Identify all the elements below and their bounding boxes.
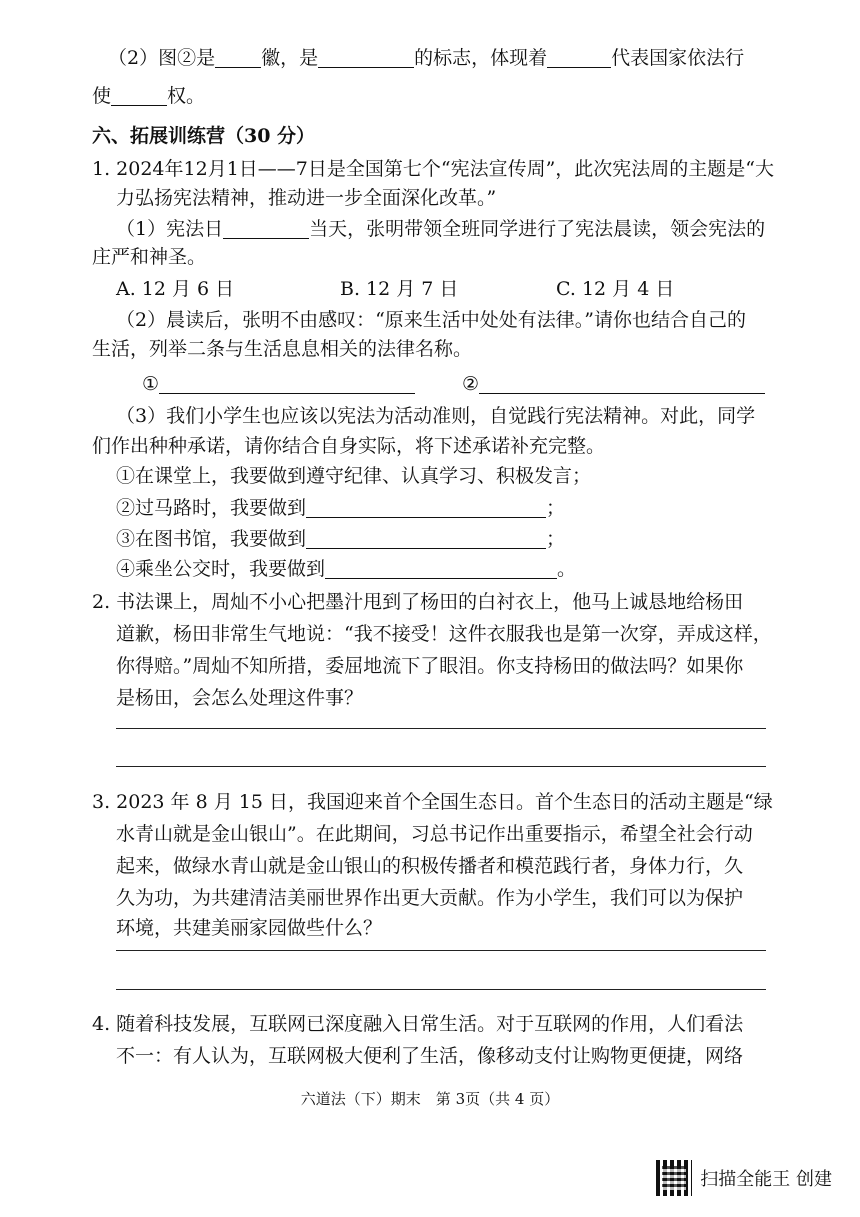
text: 使 — [92, 85, 112, 107]
q4-line1: 4. 随着科技发展，互联网已深度融入日常生活。对于互联网的作用，人们看法 — [92, 1013, 744, 1035]
text: 权。 — [167, 85, 206, 107]
answer-blank[interactable] — [325, 556, 557, 579]
answer-line[interactable] — [116, 950, 766, 951]
blank-label: ② — [462, 373, 480, 395]
scanner-watermark — [656, 1160, 832, 1196]
promise-1: ①在课堂上，我要做到遵守纪律、认真学习、积极发言； — [116, 465, 592, 487]
q1-line1: 1. 2024年12月1日——7日是全国第七个“宪法宣传周”，此次宪法周的主题是“大 — [92, 158, 775, 180]
law-answer-2[interactable] — [479, 371, 765, 394]
text: （1）宪法日 — [116, 218, 224, 240]
law-answer-1[interactable] — [159, 371, 415, 394]
text: （2）图②是 — [108, 47, 216, 69]
answer-blank[interactable] — [547, 45, 611, 68]
q1-part3-line2: 们作出种种承诺，请你结合自身实际，将下述承诺补充完整。 — [92, 435, 606, 457]
q1-part3-line1: （3）我们小学生也应该以宪法为活动准则，自觉践行宪法精神。对此，同学 — [116, 405, 756, 427]
q-prev-part2-line1 — [108, 44, 744, 72]
text: ④乘坐公交时，我要做到 — [116, 558, 326, 580]
answer-blank[interactable] — [306, 495, 546, 518]
q1-part2-line2: 生活，列举二条与生活息息相关的法律名称。 — [92, 338, 473, 360]
text: ； — [546, 528, 566, 550]
page-footer: 六道法（下）期末 第 3页（共 4 页） — [300, 1090, 560, 1108]
q1-part1-line2: 庄严和神圣。 — [92, 246, 207, 268]
answer-blank[interactable] — [318, 45, 414, 68]
text: 。 — [557, 558, 577, 580]
q3-line2: 水青山就是金山银山”。在此期间，习总书记作出重要指示，希望全社会行动 — [116, 823, 753, 845]
answer-blank[interactable] — [215, 45, 261, 68]
answer-line[interactable] — [116, 989, 766, 990]
q1-part2-line1: （2）晨读后，张明不由感叹：“原来生活中处处有法律。”请你也结合自己的 — [116, 309, 747, 331]
text: 徽，是 — [261, 47, 319, 69]
q2-line3: 你得赔。”周灿不知所措，委屈地流下了眼泪。你支持杨田的做法吗？如果你 — [116, 655, 744, 677]
promise-2 — [116, 494, 565, 522]
q3-line3: 起来，做绿水青山就是金山银山的积极传播者和模范践行者，身体力行，久 — [116, 855, 744, 877]
q3-line4: 久为功，为共建清洁美丽世界作出更大贡献。作为小学生，我们可以为保护 — [116, 887, 744, 909]
qr-code-icon — [656, 1160, 692, 1196]
q2-line2: 道歉，杨田非常生气地说：“我不接受！这件衣服我也是第一次穿，弄成这样， — [116, 623, 772, 645]
text: ②过马路时，我要做到 — [116, 497, 307, 519]
law-blank-row — [142, 370, 415, 398]
answer-line[interactable] — [116, 766, 766, 767]
q1-part1-line1 — [116, 215, 765, 243]
q2-line1: 2. 书法课上，周灿不小心把墨汁甩到了杨田的白衬衣上，他马上诚恳地给杨田 — [92, 591, 744, 613]
text: 当天，张明带领全班同学进行了宪法晨读，领会宪法的 — [309, 218, 766, 240]
q1-line2: 力弘扬宪法精神，推动进一步全面深化改革。” — [116, 187, 497, 209]
promise-4 — [116, 555, 576, 583]
text: ； — [546, 497, 566, 519]
q2-line4: 是杨田，会怎么处理这件事？ — [116, 687, 364, 709]
scanner-label: 扫描全能王 创建 — [700, 1169, 832, 1190]
section-title: 六、拓展训练营（30 分） — [92, 125, 316, 147]
option-c: C. 12 月 4 日 — [556, 278, 675, 300]
q-prev-part2-line2 — [92, 82, 205, 110]
q4-line2: 不一：有人认为，互联网极大便利了生活，像移动支付让购物更便捷，网络 — [116, 1045, 744, 1067]
answer-blank[interactable] — [306, 526, 546, 549]
promise-3 — [116, 525, 565, 553]
answer-blank[interactable] — [223, 216, 309, 239]
text: 代表国家依法行 — [611, 47, 745, 69]
q3-line1: 3. 2023 年 8 月 15 日，我国迎来首个全国生态日。首个生态日的活动主题是“绿 — [92, 791, 773, 813]
blank-label: ① — [142, 373, 160, 395]
option-b: B. 12 月 7 日 — [340, 278, 459, 300]
option-a: A. 12 月 6 日 — [116, 278, 235, 300]
q3-line5: 环境，共建美丽家园做些什么？ — [116, 917, 383, 939]
law-blank-row-2 — [462, 370, 765, 398]
answer-blank[interactable] — [111, 83, 167, 106]
answer-line[interactable] — [116, 728, 766, 729]
text: 的标志，体现着 — [414, 47, 548, 69]
text: ③在图书馆，我要做到 — [116, 528, 307, 550]
